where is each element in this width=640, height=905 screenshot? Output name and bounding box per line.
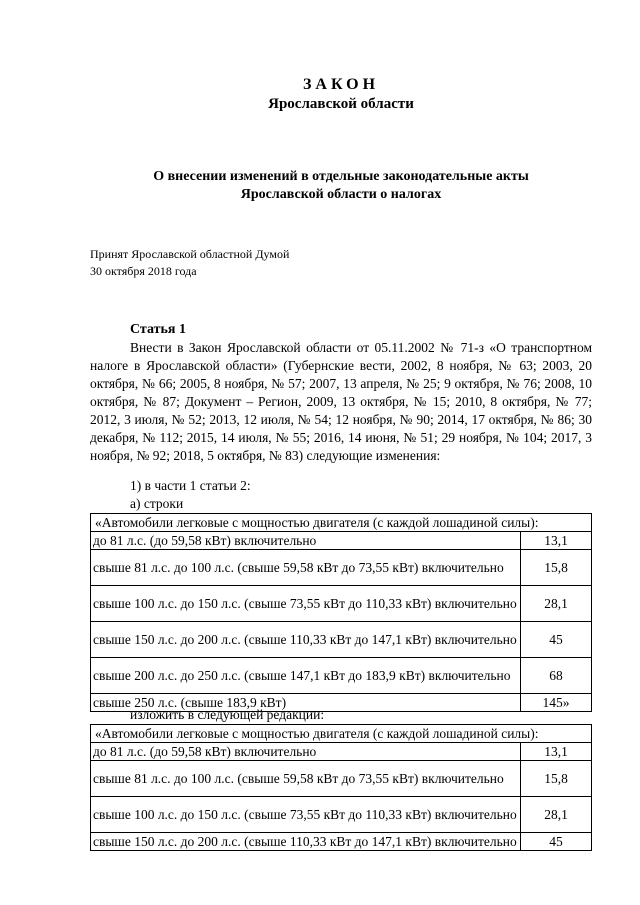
adoption-line1: Принят Ярославской областной Думой xyxy=(90,247,290,261)
row-value: 28,1 xyxy=(521,586,592,622)
row-value: 13,1 xyxy=(521,743,592,761)
row-label: свыше 150 л.с. до 200 л.с. (свыше 110,33 кВт до 147,1 кВт) включительно xyxy=(91,833,521,851)
row-label: свыше 81 л.с. до 100 л.с. (свыше 59,58 кВт до 73,55 кВт) включительно xyxy=(91,761,521,797)
row-label: свыше 100 л.с. до 150 л.с. (свыше 73,55 кВт до 110,33 кВт) включительно xyxy=(91,586,521,622)
rates-table-old xyxy=(90,513,592,712)
law-heading xyxy=(90,168,592,204)
row-value: 13,1 xyxy=(521,532,592,550)
table-row xyxy=(91,532,592,550)
article-text: Внести в Закон Ярославской области от 05.11.2002 № 71-з «О транспортном налоге в Ярославской области» (Губернские вести, 2002, 8 ноября, № 63; 2003, 20 октября, № 66; 2005, 8 ноября, № 57; 2007, 13 апреля, № 25; 9 октября, № 76; 2008, 10 октября, № 87; Документ – Регион, 2009, 13 октября, № 15; 2010, 8 октября, № 77; 2012, 3 июля, № 52; 2013, 12 июля, № 54; 12 ноября, № 90; 2014, 17 октября, № 86; 30 декабря, № 112; 2015, 14 июля, № 55; 2016, 14 июня, № 51; 29 ноября, № 104; 2017, 3 ноября, № 92; 2018, 5 октября, № 83) следующие изменения: xyxy=(90,340,592,463)
article-title: Статья 1 xyxy=(130,322,186,337)
table-row xyxy=(91,658,592,694)
row-label: свыше 100 л.с. до 150 л.с. (свыше 73,55 кВт до 110,33 кВт) включительно xyxy=(91,797,521,833)
law-heading-line2: Ярославской области о налогах xyxy=(240,187,442,202)
rates-table-new xyxy=(90,724,592,851)
row-value: 68 xyxy=(521,658,592,694)
document-subtitle: Ярославской области xyxy=(268,96,414,112)
table-row xyxy=(91,550,592,586)
row-value: 15,8 xyxy=(521,761,592,797)
table-row xyxy=(91,586,592,622)
table-row xyxy=(91,761,592,797)
row-value: 145» xyxy=(521,694,592,712)
row-label: до 81 л.с. (до 59,58 кВт) включительно xyxy=(91,743,521,761)
article-point-1: 1) в части 1 статьи 2: xyxy=(130,478,251,493)
adoption-note xyxy=(90,246,289,280)
table-header-row xyxy=(91,514,592,532)
table-row xyxy=(91,622,592,658)
document-title: ЗАКОН xyxy=(302,76,380,93)
row-label: свыше 81 л.с. до 100 л.с. (свыше 59,58 кВт до 73,55 кВт) включительно xyxy=(91,550,521,586)
article-point-a: а) строки xyxy=(130,496,184,511)
row-value: 28,1 xyxy=(521,797,592,833)
row-label: свыше 250 л.с. (свыше 183,9 кВт) xyxy=(91,694,521,712)
row-value: 45 xyxy=(521,622,592,658)
row-value: 15,8 xyxy=(521,550,592,586)
adoption-date: 30 октября 2018 года xyxy=(90,264,197,278)
table-row xyxy=(91,797,592,833)
table-row xyxy=(91,743,592,761)
table-header-cell: «Автомобили легковые с мощностью двигателя (с каждой лошадиной силы): xyxy=(91,725,592,743)
row-label: свыше 200 л.с. до 250 л.с. (свыше 147,1 кВт до 183,9 кВт) включительно xyxy=(91,658,521,694)
table-header-cell: «Автомобили легковые с мощностью двигателя (с каждой лошадиной силы): xyxy=(91,514,592,532)
row-label: свыше 150 л.с. до 200 л.с. (свыше 110,33 кВт до 147,1 кВт) включительно xyxy=(91,622,521,658)
law-heading-line1: О внесении изменений в отдельные законодательные акты xyxy=(153,169,529,184)
row-label: до 81 л.с. (до 59,58 кВт) включительно xyxy=(91,532,521,550)
table-row xyxy=(91,833,592,851)
row-value: 45 xyxy=(521,833,592,851)
replacement-note: изложить в следующей редакции: xyxy=(130,707,325,722)
article-body xyxy=(90,339,592,465)
table-header-row xyxy=(91,725,592,743)
